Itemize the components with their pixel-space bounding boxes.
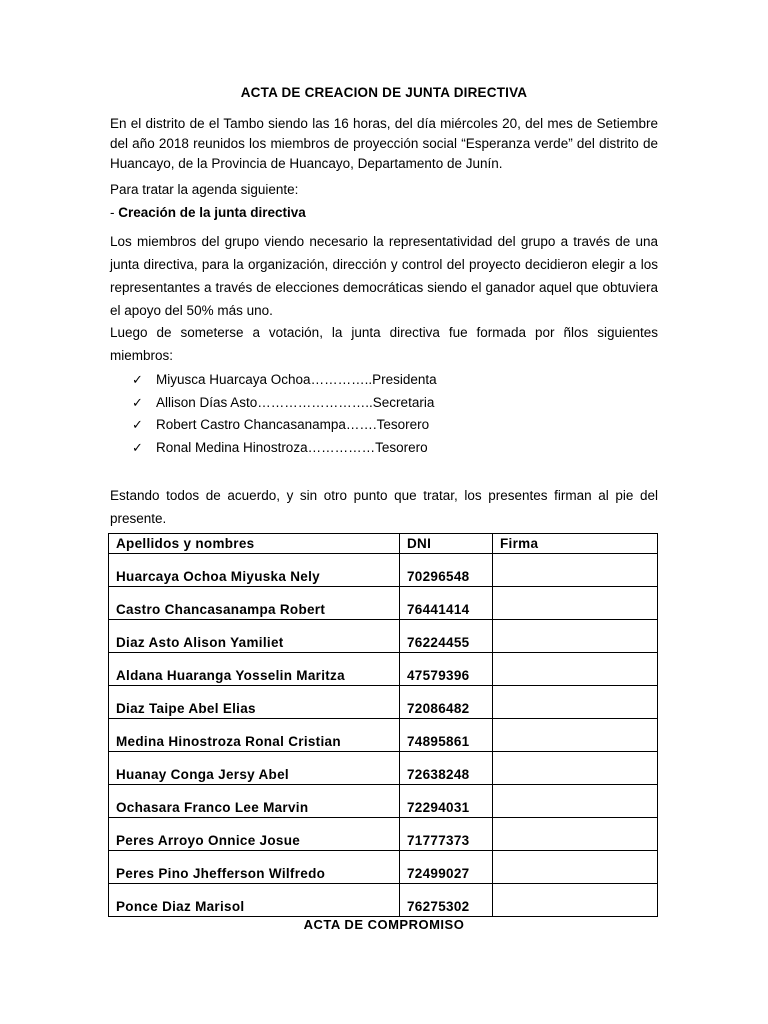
cell-dni: 72499027 (400, 851, 493, 884)
cell-dni: 76224455 (400, 620, 493, 653)
agenda-intro: Para tratar la agenda siguiente: (110, 182, 299, 197)
table-row (109, 620, 658, 653)
cell-name: Medina Hinostroza Ronal Cristian (109, 719, 400, 752)
check-icon: ✓ (132, 394, 143, 410)
check-icon: ✓ (132, 417, 143, 432)
cell-dni: 72638248 (400, 752, 493, 785)
cell-dni: 47579396 (400, 653, 493, 686)
cell-name: Ochasara Franco Lee Marvin (109, 785, 400, 818)
cell-name: Peres Arroyo Onnice Josue (109, 818, 400, 851)
cell-name: Castro Chancasanampa Robert (109, 587, 400, 620)
cell-name: Ponce Diaz Marisol (109, 884, 400, 917)
table-header-row (109, 534, 658, 554)
table-row (109, 587, 658, 620)
cell-signature (493, 752, 658, 785)
intro-paragraph: En el distrito de el Tambo siendo las 16 horas, del día miércoles 20, del mes de Setiembre del año 2018 reunidos los miembros de proyección social “Esperanza verde” del distrito de Huancayo, de la Provincia de Huancayo, Departamento de Junín. (110, 116, 658, 171)
signature-table (108, 533, 658, 917)
cell-signature (493, 653, 658, 686)
cell-name: Peres Pino Jhefferson Wilfredo (109, 851, 400, 884)
cell-signature (493, 686, 658, 719)
cell-dni: 71777373 (400, 818, 493, 851)
header-dni: DNI (400, 534, 493, 554)
table-row (109, 752, 658, 785)
table-row (109, 554, 658, 587)
list-item (132, 392, 437, 415)
cell-signature (493, 587, 658, 620)
cell-name: Huarcaya Ochoa Miyuska Nely (109, 554, 400, 587)
cell-signature (493, 884, 658, 917)
agenda-prefix: - (110, 205, 119, 220)
header-name: Apellidos y nombres (109, 534, 400, 554)
cell-signature (493, 719, 658, 752)
cell-signature (493, 818, 658, 851)
cell-signature (493, 851, 658, 884)
table-row (109, 719, 658, 752)
cell-name: Diaz Taipe Abel Elias (109, 686, 400, 719)
cell-dni: 72294031 (400, 785, 493, 818)
list-item (132, 369, 437, 392)
check-icon: ✓ (132, 439, 143, 455)
cell-dni: 76441414 (400, 587, 493, 620)
cell-name: Diaz Asto Alison Yamiliet (109, 620, 400, 653)
member-text: Ronal Medina Hinostroza……………Tesorero (156, 439, 428, 455)
cell-signature (493, 620, 658, 653)
agenda-line (110, 203, 658, 223)
cell-name: Huanay Conga Jersy Abel (109, 752, 400, 785)
cell-dni: 76275302 (400, 884, 493, 917)
table-row (109, 884, 658, 917)
cell-signature (493, 785, 658, 818)
check-icon: ✓ (132, 372, 143, 387)
document-title: ACTA DE CREACION DE JUNTA DIRECTIVA (240, 85, 528, 100)
footer-title: ACTA DE COMPROMISO (303, 917, 465, 932)
table-row (109, 818, 658, 851)
header-signature: Firma (493, 534, 658, 554)
cell-signature (493, 554, 658, 587)
closing-paragraph: Estando todos de acuerdo, y sin otro punto que tratar, los presentes firman al pie del presente. (110, 488, 658, 526)
table-row (109, 785, 658, 818)
cell-dni: 74895861 (400, 719, 493, 752)
cell-dni: 70296548 (400, 554, 493, 587)
table-row (109, 653, 658, 686)
vote-paragraph: Luego de someterse a votación, la junta directiva fue formada por ñlos siguientes miembros: (110, 325, 658, 363)
list-item (132, 414, 437, 437)
cell-dni: 72086482 (400, 686, 493, 719)
member-text: Allison Días Asto……………………..Secretaria (156, 394, 435, 410)
election-paragraph: Los miembros del grupo viendo necesario la representatividad del grupo a través de una junta directiva, para la organización, dirección y control del proyecto decidieron elegir a los representantes a través de elecciones democráticas siendo el ganador aquel que obtuviera el apoyo del 50% más uno. (110, 234, 658, 318)
member-text: Miyusca Huarcaya Ochoa…………..Presidenta (156, 372, 437, 387)
members-list (132, 369, 437, 459)
member-text: Robert Castro Chancasanampa…….Tesorero (156, 417, 430, 432)
table-row (109, 851, 658, 884)
agenda-item: Creación de la junta directiva (118, 205, 306, 220)
table-row (109, 686, 658, 719)
list-item (132, 437, 437, 460)
cell-name: Aldana Huaranga Yosselin Maritza (109, 653, 400, 686)
